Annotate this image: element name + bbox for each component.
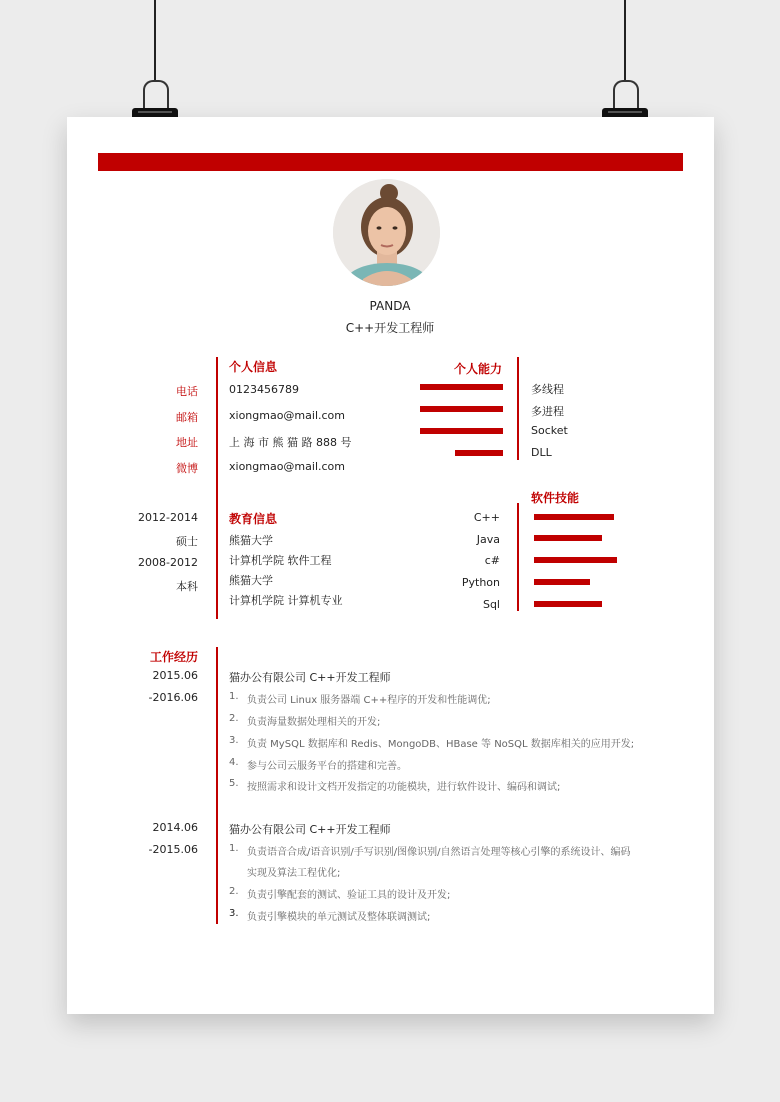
divider-personal bbox=[216, 357, 218, 619]
ability-bar-multiprocess bbox=[420, 406, 503, 412]
software-heading: 软件技能 bbox=[531, 491, 580, 505]
header-accent-bar bbox=[98, 153, 683, 171]
personal-label-address: 地址 bbox=[176, 436, 198, 449]
personal-value-address: 上 海 市 熊 猫 路 888 号 bbox=[229, 436, 352, 449]
divider-software bbox=[517, 503, 519, 611]
software-bar-sql bbox=[534, 601, 602, 607]
job1-start: 2015.06 bbox=[152, 669, 198, 682]
ability-name-multithread: 多线程 bbox=[531, 383, 564, 396]
job1-item: 负责 MySQL 数据库和 Redis、MongoDB、HBase 等 NoSQL 数据库相关的应用开发; bbox=[247, 739, 635, 750]
personal-value-email: xiongmao@mail.com bbox=[229, 409, 345, 422]
job2-item: 负责引擎配套的测试、验证工具的设计及开发; bbox=[247, 890, 451, 901]
divider-work bbox=[216, 647, 218, 924]
hanging-string-right bbox=[624, 0, 626, 82]
software-bar-cpp bbox=[534, 514, 614, 520]
job2-item-num: 2. bbox=[229, 886, 239, 897]
software-name-python: Python bbox=[461, 576, 500, 589]
software-name-csharp: c# bbox=[484, 554, 500, 567]
edu-line-2: 计算机学院 软件工程 bbox=[229, 554, 332, 567]
profile-title: C++开发工程师 bbox=[345, 321, 435, 335]
profile-name: PANDA bbox=[369, 299, 411, 313]
edu-line-3: 熊猫大学 bbox=[229, 574, 273, 587]
divider-abilities bbox=[517, 357, 519, 460]
personal-label-phone: 电话 bbox=[176, 385, 198, 398]
job1-item-num: 5. bbox=[229, 778, 239, 789]
ability-bar-dll bbox=[455, 450, 503, 456]
ability-bar-multithread bbox=[420, 384, 503, 390]
job1-item: 负责公司 Linux 服务器端 C++程序的开发和性能调优; bbox=[247, 695, 491, 706]
job2-end: -2015.06 bbox=[148, 843, 198, 856]
job1-item: 负责海量数据处理相关的开发; bbox=[247, 717, 381, 728]
education-heading: 教育信息 bbox=[229, 512, 278, 526]
abilities-heading: 个人能力 bbox=[453, 362, 502, 376]
job1-title: 猫办公有限公司 C++开发工程师 bbox=[229, 671, 391, 684]
personal-label-email: 邮箱 bbox=[176, 411, 198, 424]
work-heading: 工作经历 bbox=[149, 650, 198, 664]
job1-item-num: 3. bbox=[229, 735, 239, 746]
job1-end: -2016.06 bbox=[148, 691, 198, 704]
software-bar-java bbox=[534, 535, 602, 541]
profile-photo bbox=[333, 179, 440, 286]
edu-line-4: 计算机学院 计算机专业 bbox=[229, 594, 343, 607]
edu-degree-2: 本科 bbox=[176, 580, 198, 593]
personal-value-phone: 0123456789 bbox=[229, 383, 299, 396]
job2-item: 负责语音合成/语音识别/手写识别/图像识别/自然语言处理等核心引擎的系统设计、编码 bbox=[247, 847, 631, 858]
job2-item-num: 3. bbox=[229, 908, 239, 919]
hanging-string-left bbox=[154, 0, 156, 82]
ability-name-dll: DLL bbox=[531, 446, 552, 459]
job2-title: 猫办公有限公司 C++开发工程师 bbox=[229, 823, 391, 836]
software-name-sql: Sql bbox=[482, 598, 500, 611]
job1-item-num: 1. bbox=[229, 691, 239, 702]
job2-item: 实现及算法工程优化; bbox=[247, 868, 341, 879]
job1-item: 参与公司云服务平台的搭建和完善。 bbox=[247, 761, 407, 772]
personal-heading: 个人信息 bbox=[229, 360, 278, 374]
ability-name-socket: Socket bbox=[531, 424, 568, 437]
personal-value-weibo: xiongmao@mail.com bbox=[229, 460, 345, 473]
job2-item-num: 1. bbox=[229, 843, 239, 854]
edu-line-1: 熊猫大学 bbox=[229, 534, 273, 547]
ability-bar-socket bbox=[420, 428, 503, 434]
software-bar-python bbox=[534, 579, 590, 585]
software-name-cpp: C++ bbox=[473, 511, 500, 524]
job1-item: 按照需求和设计文档开发指定的功能模块，进行软件设计、编码和调试; bbox=[247, 782, 561, 793]
edu-date-1: 2012-2014 bbox=[138, 511, 198, 524]
job1-item-num: 2. bbox=[229, 713, 239, 724]
job2-item: 负责引擎模块的单元测试及整体联调测试; bbox=[247, 912, 431, 923]
ability-name-multiprocess: 多进程 bbox=[531, 405, 564, 418]
edu-degree-1: 硕士 bbox=[176, 535, 198, 548]
software-bar-csharp bbox=[534, 557, 617, 563]
job1-item-num: 4. bbox=[229, 757, 239, 768]
personal-label-weibo: 微博 bbox=[176, 462, 198, 475]
software-name-java: Java bbox=[476, 533, 500, 546]
edu-date-2: 2008-2012 bbox=[138, 556, 198, 569]
job2-start: 2014.06 bbox=[152, 821, 198, 834]
